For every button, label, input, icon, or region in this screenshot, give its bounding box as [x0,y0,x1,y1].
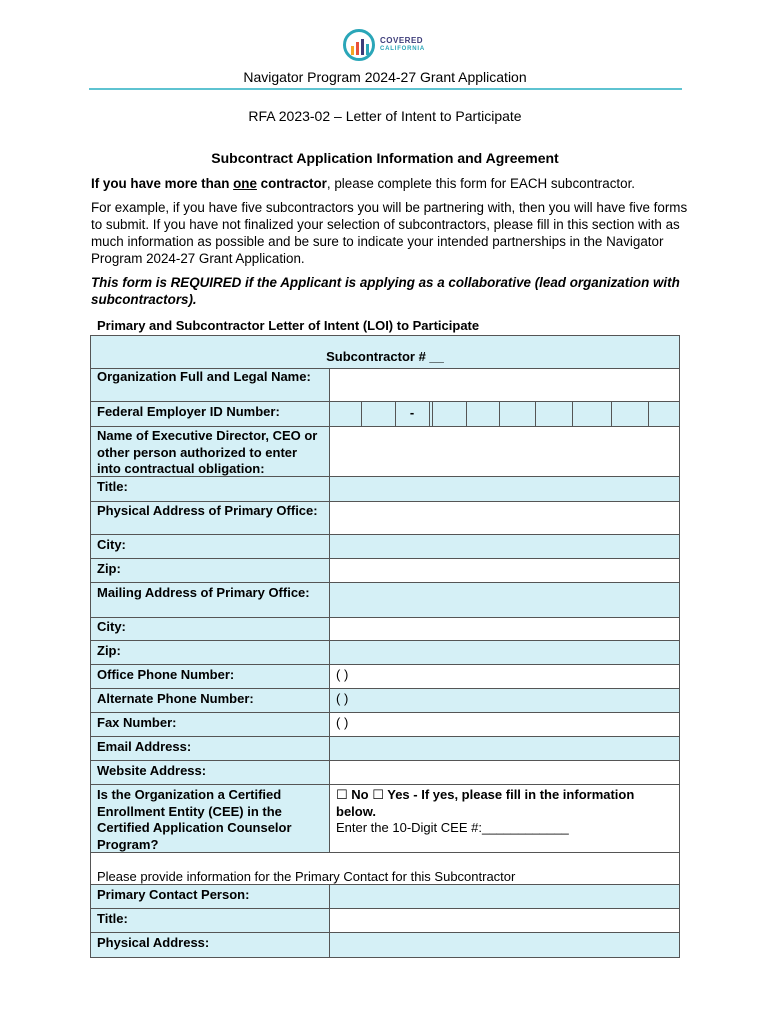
website-label: Website Address: [97,763,207,778]
rfa-subtitle: RFA 2023-02 – Letter of Intent to Participate [248,108,522,124]
intro-paragraph-1: If you have more than one contractor, please complete this form for EACH subcontractor. [91,176,636,191]
mail-zip-label: Zip: [97,643,121,658]
logo-bars-icon [351,39,369,55]
section-title: Subcontract Application Information and Agreement [211,150,559,166]
mailing-address-label: Mailing Address of Primary Office: [97,585,310,600]
fax-field[interactable]: ( ) [336,715,349,730]
primary-contact-note: Please provide information for the Primary Contact for this Subcontractor [97,869,516,884]
fein-label: Federal Employer ID Number: [97,404,280,419]
document-title: Navigator Program 2024-27 Grant Application [243,69,527,85]
loi-table [90,335,680,958]
cee-checkbox-options[interactable]: ☐ No ☐ Yes - If yes, please fill in the information below. [336,787,635,819]
city-label: City: [97,537,126,552]
alt-phone-field[interactable]: ( ) [336,691,349,706]
mail-city-label: City: [97,619,126,634]
physical-address-label: Physical Address of Primary Office: [97,503,318,518]
office-phone-field[interactable]: ( ) [336,667,349,682]
header-rule [89,88,682,90]
primary-contact-label: Primary Contact Person: [97,887,250,902]
title-label: Title: [97,479,128,494]
pc-title-label: Title: [97,911,128,926]
logo-word-california: CALIFORNIA [380,46,425,52]
table-title: Primary and Subcontractor Letter of Intent (LOI) to Participate [97,318,480,333]
alt-phone-label: Alternate Phone Number: [97,691,254,706]
cee-number-field[interactable]: Enter the 10-Digit CEE #:____________ [336,820,569,835]
zip-label: Zip: [97,561,121,576]
org-name-label: Organization Full and Legal Name: [97,369,311,384]
subcontractor-heading: Subcontractor # __ [326,349,444,364]
covered-california-logo [343,27,435,65]
office-phone-label: Office Phone Number: [97,667,235,682]
cee-label: Is the Organization a Certified Enrollment Entity (CEE) in the Certified Application Counselor Program? [97,787,292,852]
fein-dash: - [409,405,415,420]
logo-word-covered: COVERED [380,36,424,45]
intro-paragraph-2: For example, if you have five subcontractors you will be partnering with, then you will have five forms to submit. If you have not finalized your selection of subcontractors, please fill in this section with as much information as possible and be sure to indicate your intended partnerships in the Navigator Program 2024-27 Grant Application. [91,200,688,266]
pc-physical-address-label: Physical Address: [97,935,210,950]
required-notice: This form is REQUIRED if the Applicant is applying as a collaborative (lead organization with subcontractors). [91,275,680,307]
fax-label: Fax Number: [97,715,177,730]
exec-name-label: Name of Executive Director, CEO or other person authorized to enter into contractual obligation: [97,428,318,476]
email-label: Email Address: [97,739,192,754]
